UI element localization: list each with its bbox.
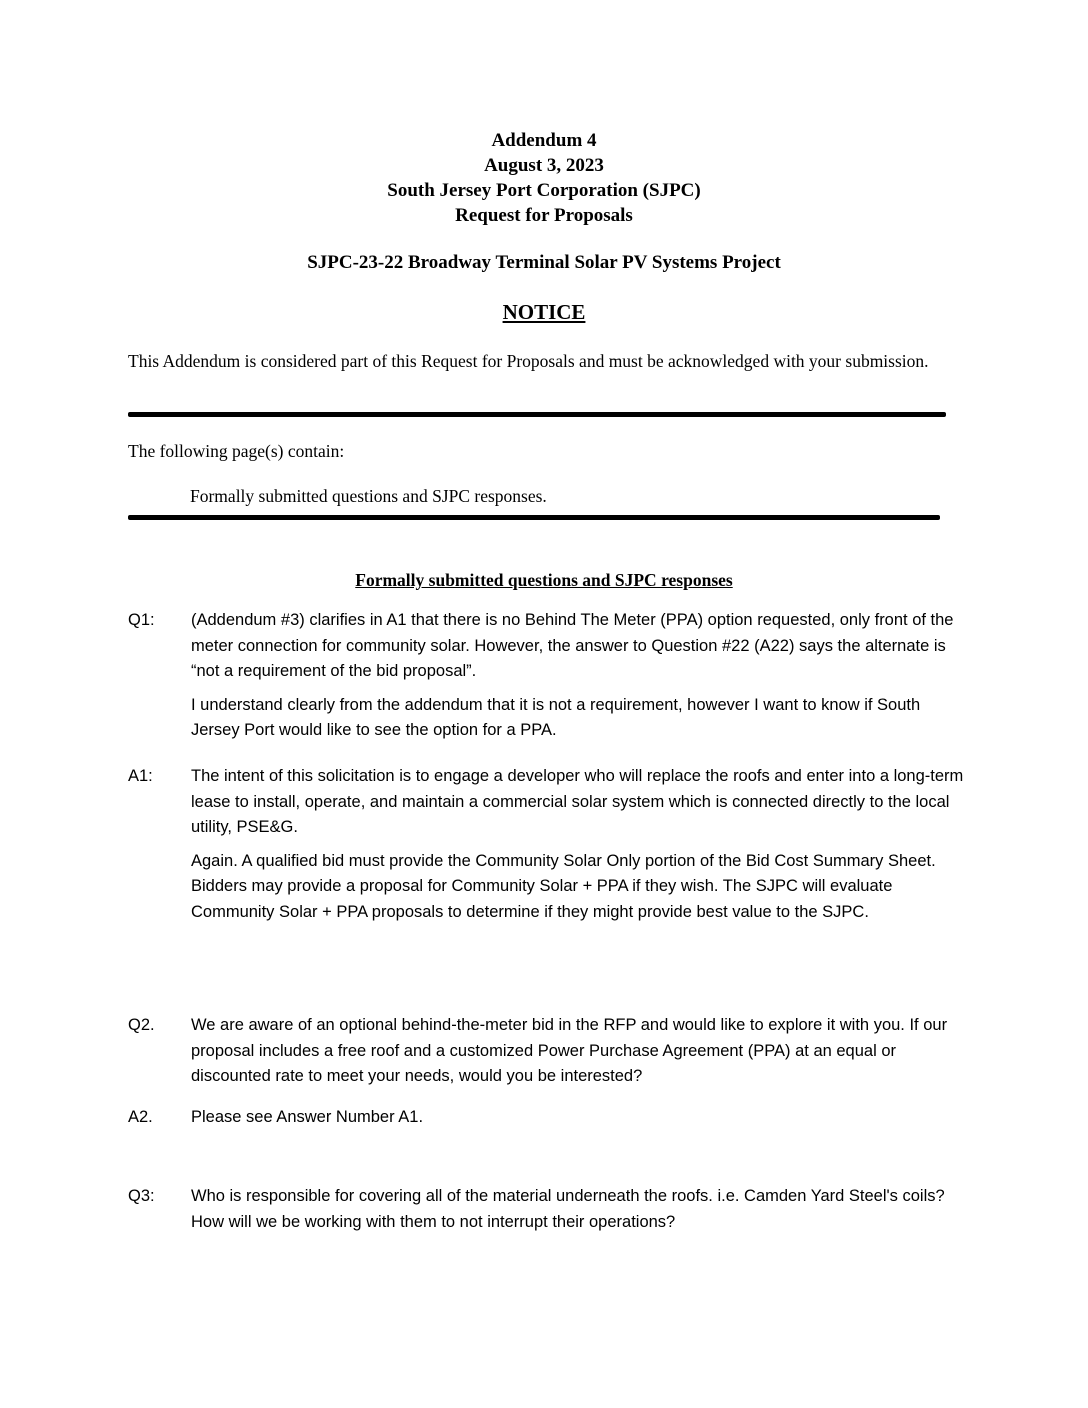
- question-label: Q3:: [128, 1187, 155, 1205]
- answer-text: [191, 1105, 968, 1131]
- project-title: SJPC-23-22 Broadway Terminal Solar PV Systems Project: [307, 252, 781, 273]
- question-text: [191, 1184, 968, 1235]
- answer-block: [128, 764, 968, 925]
- answer-label: A2.: [128, 1108, 153, 1126]
- answer-block: [128, 1105, 968, 1131]
- notice-heading: NOTICE: [502, 300, 586, 324]
- paragraph: (Addendum #3) clarifies in A1 that there is no Behind The Meter (PPA) option requested, only front of the meter connection for community solar. However, the answer to Question #22 (A22) says the alternate is “not a requirement of the bid proposal”.: [191, 611, 954, 680]
- addendum-number: Addendum 4: [491, 130, 597, 151]
- addendum-date: August 3, 2023: [484, 155, 604, 176]
- paragraph: Please see Answer Number A1.: [191, 1108, 424, 1126]
- answer-text: [191, 764, 968, 925]
- question-text: [191, 608, 968, 744]
- contents-item: Formally submitted questions and SJPC responses.: [190, 486, 547, 506]
- document-type: Request for Proposals: [455, 205, 633, 226]
- question-block: [128, 1013, 968, 1090]
- paragraph: We are aware of an optional behind-the-meter bid in the RFP and would like to explore it with you. If our proposal includes a free roof and a customized Power Purchase Agreement (PPA) at an equal or discounted rate to meet your needs, would you be interested?: [191, 1016, 948, 1085]
- divider-rule: [128, 412, 946, 417]
- question-label: Q2.: [128, 1016, 155, 1034]
- paragraph: The intent of this solicitation is to engage a developer who will replace the roofs and enter into a long-term lease to install, operate, and maintain a commercial solar system which is connected directly to the local utility, PSE&G.: [191, 767, 964, 836]
- paragraph: Again. A qualified bid must provide the Community Solar Only portion of the Bid Cost Summary Sheet. Bidders may provide a proposal for Community Solar + PPA if they wish. The SJPC will evaluate Community Solar + PPA proposals to determine if they might provide best value to the SJPC.: [191, 851, 936, 921]
- organization-name: South Jersey Port Corporation (SJPC): [387, 180, 701, 201]
- answer-label: A1:: [128, 767, 153, 785]
- contents-intro: The following page(s) contain:: [128, 441, 345, 461]
- question-label: Q1:: [128, 611, 155, 629]
- notice-text: This Addendum is considered part of this Request for Proposals and must be acknowledged with your submission.: [128, 351, 929, 371]
- paragraph: I understand clearly from the addendum that it is not a requirement, however I want to know if South Jersey Port would like to see the option for a PPA.: [191, 695, 921, 739]
- document-header: [0, 128, 1088, 228]
- divider-rule: [128, 515, 940, 520]
- paragraph: Who is responsible for covering all of the material underneath the roofs. i.e. Camden Yard Steel's coils? How will we be working with them to not interrupt their operations?: [191, 1187, 945, 1231]
- question-block: [128, 608, 968, 744]
- question-text: [191, 1013, 968, 1090]
- section-heading: Formally submitted questions and SJPC responses: [355, 570, 733, 590]
- question-block: [128, 1184, 968, 1235]
